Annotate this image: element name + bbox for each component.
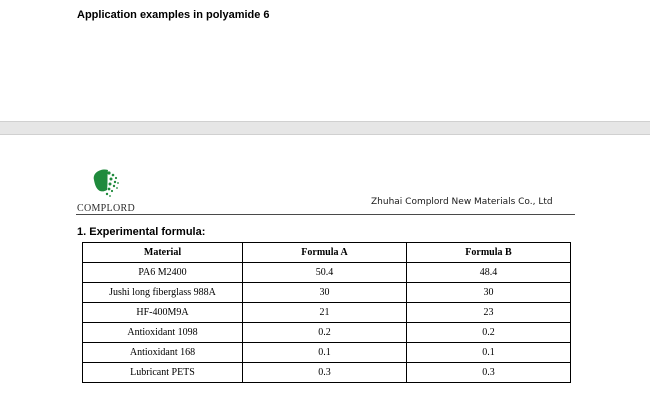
table-row [83, 283, 571, 303]
cell-material: HF-400M9A [83, 303, 243, 323]
cell-formula-a: 21 [243, 303, 407, 323]
cell-material: Jushi long fiberglass 988A [83, 283, 243, 303]
table-row [83, 343, 571, 363]
cell-material: PA6 M2400 [83, 263, 243, 283]
logo-wordmark: COMPLORD [77, 203, 135, 214]
header-divider [76, 214, 575, 215]
cell-formula-a: 0.3 [243, 363, 407, 383]
cell-formula-b: 0.3 [407, 363, 571, 383]
cell-formula-b: 0.1 [407, 343, 571, 363]
col-header-material: Material [83, 243, 243, 263]
table-row [83, 263, 571, 283]
col-header-formula-a: Formula A [243, 243, 407, 263]
cell-material: Antioxidant 1098 [83, 323, 243, 343]
cell-formula-b: 23 [407, 303, 571, 323]
table-row [83, 363, 571, 383]
cell-formula-a: 30 [243, 283, 407, 303]
formula-table [82, 242, 571, 383]
company-name: Zhuhai Complord New Materials Co., Ltd [371, 197, 553, 207]
col-header-formula-b: Formula B [407, 243, 571, 263]
cell-formula-a: 50.4 [243, 263, 407, 283]
cell-formula-a: 0.1 [243, 343, 407, 363]
cell-formula-b: 0.2 [407, 323, 571, 343]
complord-logo-icon [88, 168, 128, 202]
table-row [83, 323, 571, 343]
table-row [83, 303, 571, 323]
section-heading: 1. Experimental formula: [77, 226, 206, 238]
page-separator [0, 121, 650, 135]
cell-formula-b: 30 [407, 283, 571, 303]
page-heading: Application examples in polyamide 6 [77, 9, 270, 21]
logo-leaf-shape [94, 169, 108, 191]
cell-formula-b: 48.4 [407, 263, 571, 283]
cell-formula-a: 0.2 [243, 323, 407, 343]
cell-material: Lubricant PETS [83, 363, 243, 383]
cell-material: Antioxidant 168 [83, 343, 243, 363]
table-header-row [83, 243, 571, 263]
